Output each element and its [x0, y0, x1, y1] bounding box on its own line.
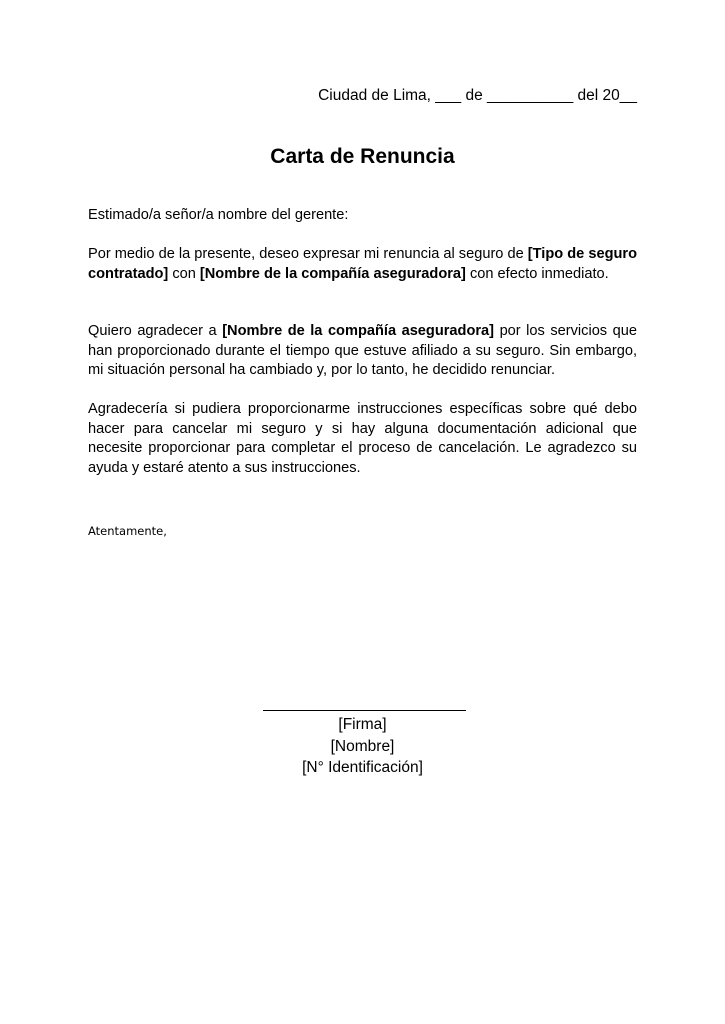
paragraph-text: con efecto inmediato.: [465, 265, 609, 282]
paragraph-resignation: [88, 245, 637, 284]
signature-nombre: [Nombre]: [330, 737, 395, 755]
company-name-placeholder: [Nombre de la compañía aseguradora]: [199, 265, 466, 282]
paragraph-thanks: [88, 322, 637, 381]
paragraph-text: por los servicios que han proporcionado durante el tiempo que estuve afiliado a su seguro. Sin embargo, mi situación personal ha cambiado y, por lo tanto, he decidido renunciar.: [88, 323, 637, 379]
signature-identificacion: [N° Identificación]: [302, 759, 423, 776]
insurance-type-placeholder: [Tipo de seguro contratado]: [88, 246, 637, 282]
letter-title: Carta de Renuncia: [270, 145, 455, 168]
paragraph-text: Quiero agradecer a: [88, 323, 223, 339]
closing: Atentamente,: [88, 524, 167, 538]
company-name-placeholder: [Nombre de la compañía aseguradora]: [222, 323, 495, 339]
paragraph-instructions: Agradecería si pudiera proporcionarme instrucciones específicas sobre qué debo hacer para cancelar mi seguro y si hay alguna documentación adicional que necesite proporcionar para completar el proceso de cancelación. Le agradezco su ayuda y estaré atento a sus instrucciones.: [88, 401, 637, 476]
paragraph-text: con: [168, 265, 200, 282]
signature-line: [263, 710, 466, 711]
signature-firma: [Firma]: [338, 716, 387, 733]
paragraph-text: Por medio de la presente, deseo expresar mi renuncia al seguro de: [88, 246, 528, 262]
date-line: Ciudad de Lima, ___ de __________ del 20__: [318, 87, 637, 104]
greeting: Estimado/a señor/a nombre del gerente:: [88, 207, 349, 223]
signature-block: [0, 714, 725, 779]
